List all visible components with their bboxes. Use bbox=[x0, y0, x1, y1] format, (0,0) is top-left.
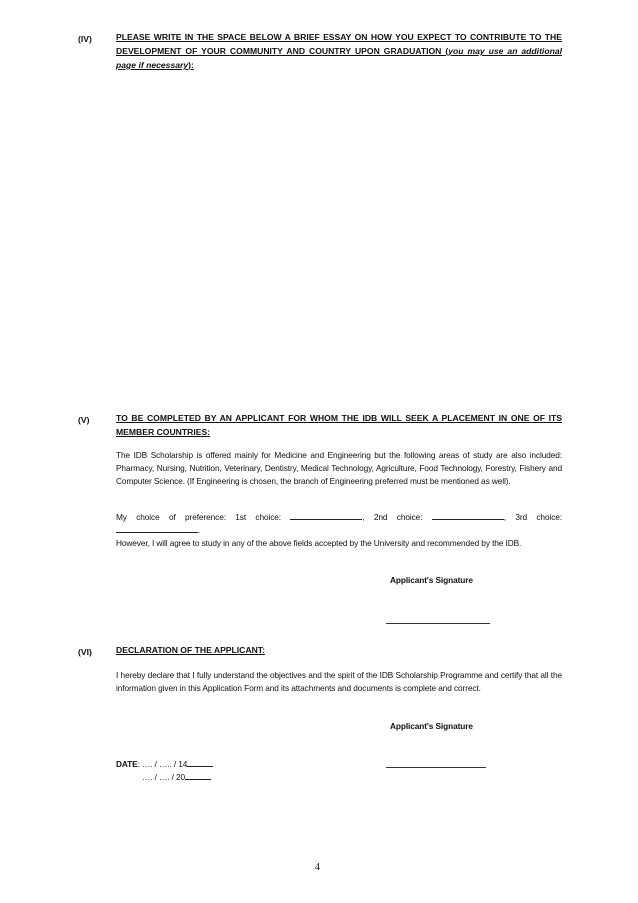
second-choice-field[interactable] bbox=[432, 511, 504, 520]
date-value-1: : …. / ….. / 14 bbox=[137, 759, 188, 769]
section-iv-heading-end: ): bbox=[188, 60, 194, 70]
section-vi-signature-label: Applicant's Signature bbox=[390, 721, 473, 731]
section-vi-number: (VI) bbox=[78, 647, 92, 657]
section-iv-heading-italic: you may use an additional page if necessary bbox=[116, 46, 562, 70]
date-line-1 bbox=[116, 758, 213, 771]
choice-third-label: , 3rd choice: bbox=[503, 512, 562, 522]
section-v-number: (V) bbox=[78, 415, 90, 425]
section-v-paragraph: The IDB Scholarship is offered mainly for Medicine and Engineering but the following areas of study are also included: Pharmacy, Nursing, Nutrition, Veterinary, Dentistry, Medical Technology, Agriculture, Food Technology, Forestry, Fishery and Computer Science. (If Engineering is chosen, the branch of Engineering preferred must be mentioned as well). bbox=[116, 450, 562, 486]
page-number: 4 bbox=[315, 862, 320, 873]
section-v-signature-label: Applicant's Signature bbox=[390, 575, 473, 585]
third-choice-field[interactable] bbox=[116, 524, 201, 535]
section-v-signature-line[interactable] bbox=[386, 623, 490, 624]
date-year-field-1[interactable] bbox=[187, 758, 213, 767]
section-vi-heading: DECLARATION OF THE APPLICANT: bbox=[116, 645, 265, 655]
date-year-field-2[interactable] bbox=[185, 771, 211, 780]
agree-statement: However, I will agree to study in any of the above fields accepted by the University and recommended by the IDB. bbox=[116, 538, 522, 548]
section-iv-heading-main: PLEASE WRITE IN THE SPACE BELOW A BRIEF ESSAY ON HOW YOU EXPECT TO CONTRIBUTE TO THE DEVELOPMENT OF YOUR COMMUNITY AND COUNTRY UPON GRADUATION ( bbox=[116, 32, 562, 56]
section-v-heading: TO BE COMPLETED BY AN APPLICANT FOR WHOM THE IDB WILL SEEK A PLACEMENT IN ONE OF ITS MEMBER COUNTRIES: bbox=[116, 413, 562, 437]
section-vi-paragraph: I hereby declare that I fully understand the objectives and the spirit of the IDB Scholarship Programme and certify that all the information given in this Application Form and its attachments and documents is complete and correct. bbox=[116, 670, 562, 693]
first-choice-field[interactable] bbox=[290, 511, 362, 520]
date-value-2: …. / …. / 20 bbox=[142, 772, 186, 782]
choice-of-preference bbox=[116, 511, 562, 537]
date-label: DATE bbox=[116, 759, 138, 769]
choice-lead: My choice of preference: 1st choice: bbox=[116, 512, 281, 522]
essay-space[interactable] bbox=[116, 80, 562, 400]
choice-second-label: , 2nd choice: bbox=[362, 512, 423, 522]
date-line-2 bbox=[142, 771, 211, 784]
section-iv-heading bbox=[116, 30, 562, 72]
section-iv-number: (IV) bbox=[78, 34, 92, 44]
section-vi-signature-line[interactable] bbox=[386, 767, 486, 768]
choice-end: . bbox=[198, 525, 201, 535]
